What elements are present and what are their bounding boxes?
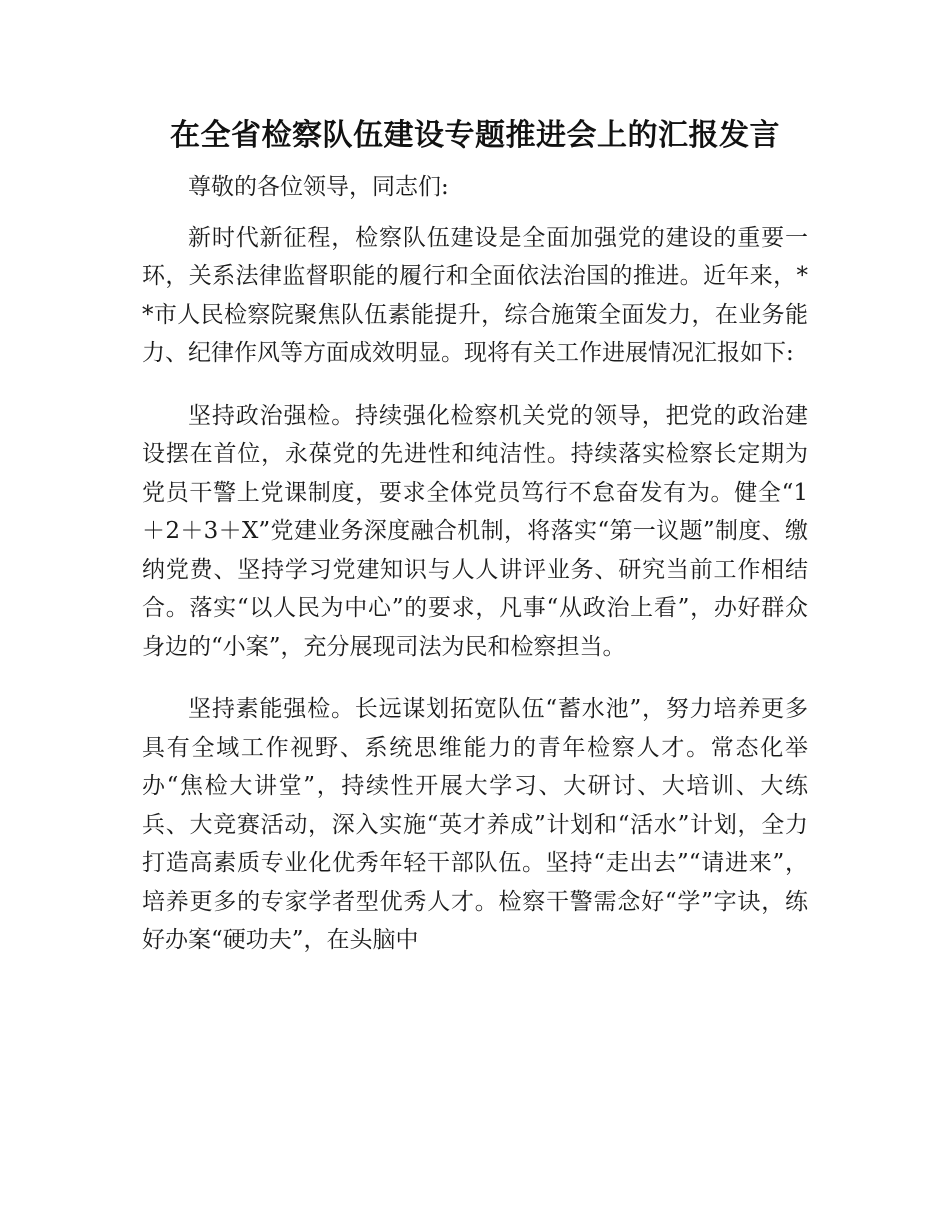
paragraph-competence: 坚持素能强检。长远谋划拓宽队伍“蓄水池”，努力培养更多具有全域工作视野、系统思维能力的青年检察人才。常态化举办“焦检大讲堂”，持续性开展大学习、大研讨、大培训、大练兵、大竞赛活动，深入实施“英才养成”计划和“活水”计划，全力打造高素质专业化优秀年轻干部队伍。坚持“走出去”“请进来”，培养更多的专家学者型优秀人才。检察干警需念好“学”字诀，练好办案“硬功夫”，在头脑中 [142, 696, 808, 953]
document-body [142, 168, 808, 984]
paragraph-intro: 新时代新征程，检察队伍建设是全面加强党的建设的重要一环，关系法律监督职能的履行和全面依法治国的推进。近年来，**市人民检察院聚焦队伍素能提升，综合施策全面发力，在业务能力、纪律作风等方面成效明显。现将有关工作进展情况汇报如下: [142, 224, 808, 366]
paragraph-political: 坚持政治强检。持续强化检察机关党的领导，把党的政治建设摆在首位，永葆党的先进性和纯洁性。持续落实检察长定期为党员干警上党课制度，要求全体党员笃行不怠奋发有为。健全“1＋2＋3＋X”党建业务深度融合机制，将落实“第一议题”制度、缴纳党费、坚持学习党建知识与人人讲评业务、研究当前工作相结合。落实“以人民为中心”的要求，凡事“从政治上看”，办好群众身边的“小案”，充分展现司法为民和检察担当。 [142, 402, 808, 660]
salutation: 尊敬的各位领导，同志们: [188, 174, 449, 200]
page-title: 在全省检察队伍建设专题推进会上的汇报发言 [170, 118, 780, 153]
